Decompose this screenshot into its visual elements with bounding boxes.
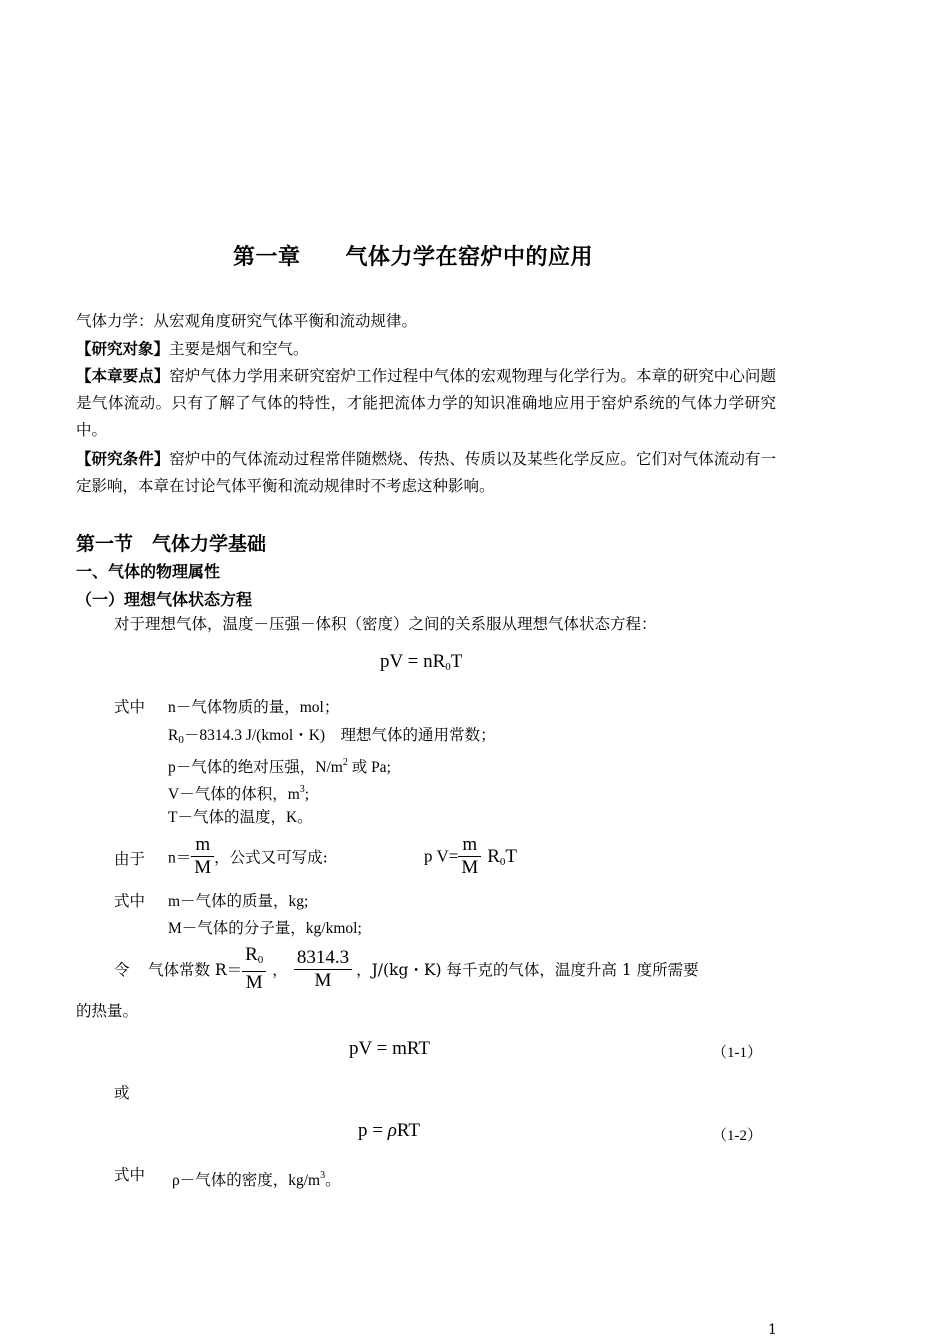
chapter-title: 第一章 气体力学在窑炉中的应用 bbox=[233, 245, 594, 270]
gas-constant-continuation: 的热量。 bbox=[76, 1002, 139, 1020]
equation-1-1: pV = mRT bbox=[349, 1038, 431, 1059]
m-over-M-fraction: $\frac{m}{M}$ bbox=[458, 834, 481, 879]
research-object-text: 主要是烟气和空气。 bbox=[169, 340, 309, 358]
where-prefix-2: 式中 bbox=[114, 892, 146, 910]
since-prefix: 由于 bbox=[114, 850, 146, 868]
keypoints-label: 【本章要点】 bbox=[76, 367, 170, 385]
research-object-label: 【研究对象】 bbox=[76, 340, 170, 358]
conditions-text: 窑炉中的气体流动过程常伴随燃烧、传热、传质以及某些化学反应。它们对气体流动有一定影响，本章在讨论气体平衡和流动规律时不考虑这种影响。 bbox=[76, 450, 776, 495]
def-R0: $R_0-8314.3$ J/(kmol・K) 理想气体的通用常数； bbox=[168, 727, 496, 746]
def-T: T－气体的温度，K。 bbox=[168, 809, 313, 826]
equation-number-1-1: （1-1） bbox=[712, 1045, 762, 1061]
n-fraction: $\frac{m}{M}$ bbox=[191, 834, 214, 879]
where-prefix-3: 式中 bbox=[114, 1166, 146, 1184]
n-definition: n＝ $\frac{m}{M}$ ，公式又可写成: bbox=[168, 834, 328, 878]
research-object bbox=[76, 336, 309, 363]
def-rho: ρ－气体的密度，$kg/m^3$。 bbox=[172, 1170, 341, 1189]
def-n: n－气体物质的量，mol； bbox=[168, 699, 340, 716]
research-conditions bbox=[76, 446, 776, 500]
equation-1-2: p = ρRT bbox=[358, 1120, 420, 1141]
pv-mass-equation: p V= $\frac{m}{M}$ $R_0T$ bbox=[424, 834, 518, 878]
def-p: p－气体的绝对压强，$N/m^2$ 或 Pa; bbox=[168, 757, 391, 776]
intro-line: 气体力学：从宏观角度研究气体平衡和流动规律。 bbox=[76, 312, 418, 330]
conditions-label: 【研究条件】 bbox=[76, 450, 170, 468]
ideal-gas-equation: pV = $nR_0T$ bbox=[380, 651, 463, 673]
subsubsection-title: （一）理想气体状态方程 bbox=[76, 590, 253, 609]
subsection-title: 一、气体的物理属性 bbox=[76, 562, 221, 581]
def-m: m－气体的质量，kg; bbox=[168, 893, 309, 910]
gas-constant-definition: 气体常数 R＝ $\frac{R_0}{M}$ ， $\frac{8314.3}{M}$ ，J/(kg・K) 每千克的气体，温度升高 1 度所需要 bbox=[148, 944, 699, 993]
equation-number-1-2: （1-2） bbox=[712, 1128, 762, 1144]
8314-over-M-fraction: $\frac{8314.3}{M}$ bbox=[294, 947, 352, 992]
or-text: 或 bbox=[114, 1084, 130, 1102]
where-prefix-1: 式中 bbox=[114, 698, 146, 716]
ideal-gas-intro: 对于理想气体，温度－压强－体积（密度）之间的关系服从理想气体状态方程： bbox=[114, 615, 657, 633]
page-number: 1 bbox=[768, 1322, 777, 1338]
R0-over-M-fraction: $\frac{R_0}{M}$ bbox=[242, 944, 266, 994]
let-prefix: 令 bbox=[114, 961, 130, 979]
def-M: M－气体的分子量，kg/kmol; bbox=[168, 920, 362, 937]
def-V: V－气体的体积，$m^3$; bbox=[168, 784, 310, 803]
keypoints-text: 窑炉气体力学用来研究窑炉工作过程中气体的宏观物理与化学行为。本章的研究中心问题是气体流动。只有了解了气体的特性，才能把流体力学的知识准确地应用于窑炉系统的气体力学研究中。 bbox=[76, 367, 776, 439]
chapter-keypoints bbox=[76, 363, 776, 444]
section-title: 第一节 气体力学基础 bbox=[76, 533, 267, 555]
